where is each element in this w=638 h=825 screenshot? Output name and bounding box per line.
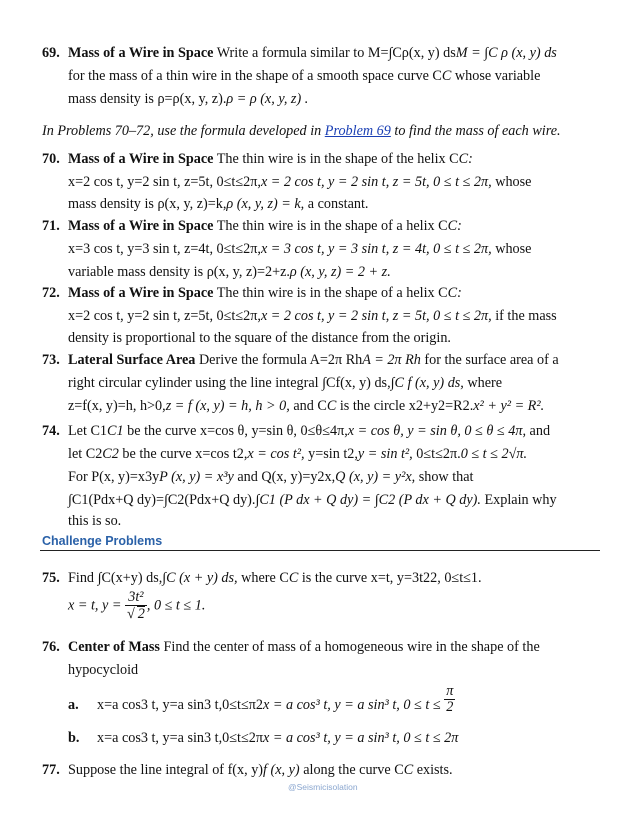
problem-text: and <box>526 423 551 439</box>
problem-text: x=a cos3 t, y=a sin3 t,0≤t≤2π <box>97 730 264 746</box>
problem-text: mass density is ρ=ρ(x, y, z). <box>68 91 227 107</box>
problem-71-line-1 <box>68 214 462 238</box>
problem-75-line-2 <box>68 590 205 622</box>
math-formula: C1 <box>107 423 124 439</box>
math-formula: ∫C (x + y) ds, <box>162 570 238 586</box>
problem-70-line-3 <box>68 192 368 216</box>
problem-70-line-1 <box>68 147 473 171</box>
problem-75-line-1 <box>68 566 482 590</box>
problem-76-line-2 <box>68 658 138 682</box>
sqrt-radicand: 2 <box>137 606 145 622</box>
problem-title: Mass of a Wire in Space <box>68 285 214 301</box>
problem-69-line-1 <box>68 41 557 65</box>
problem-text: this is so. <box>68 513 122 529</box>
problem-text: whose <box>491 174 532 190</box>
problem-72-line-3 <box>68 326 451 350</box>
problem-text: ∫C1(Pdx+Q dy)=∫C2(Pdx+Q dy). <box>68 492 256 508</box>
problem-72-line-1 <box>68 281 462 305</box>
problem-76-part-a <box>97 683 455 717</box>
problem-text: be the curve x=cos θ, y=sin θ, 0≤θ≤4π, <box>123 423 348 439</box>
intro-text: In Problems 70–72, use the formula developed in <box>42 123 325 139</box>
problem-text: density is proportional to the square of the distance from the origin. <box>68 330 451 346</box>
math-formula: x² + y² = R². <box>473 398 545 414</box>
math-formula: C <box>441 68 452 84</box>
problem-text: where C <box>237 570 289 586</box>
problem-70-line-2 <box>68 170 531 194</box>
math-formula: Q (x, y) = y²x, <box>335 469 416 485</box>
problem-74-line-1 <box>68 419 550 443</box>
fraction-numerator: 3t² <box>125 590 147 606</box>
math-formula: ρ (x, y, z) = 2 + z. <box>289 264 391 280</box>
problem-title: Lateral Surface Area <box>68 352 196 368</box>
problem-text: for the mass of a thin wire in the shape of a smooth space curve C <box>68 68 442 84</box>
math-formula: C2 <box>102 446 119 462</box>
math-fraction <box>444 684 455 715</box>
problem-71-line-2 <box>68 237 531 261</box>
problem-text: for the surface area of a <box>420 352 559 368</box>
math-formula: C <box>403 762 414 778</box>
problem-text: variable mass density is ρ(x, y, z)=2+z. <box>68 264 290 280</box>
math-formula: P (x, y) = x³y <box>159 469 234 485</box>
problem-72-line-2 <box>68 304 557 328</box>
problem-text: whose variable <box>451 68 541 84</box>
problem-text: Find ∫C(x+y) ds, <box>68 570 163 586</box>
fraction-numerator: π <box>446 683 454 700</box>
problem-text: be the curve x=cos t2, <box>118 446 248 462</box>
section-divider <box>40 550 600 551</box>
intro-text: to find the mass of each wire. <box>390 123 561 139</box>
problem-number: 74. <box>42 423 60 439</box>
math-formula: C: <box>458 151 473 167</box>
math-formula: C: <box>447 285 462 301</box>
problem-text: z=f(x, y)=h, h>0, <box>68 398 166 414</box>
math-formula: x = a cos³ t, y = a sin³ t, 0 ≤ t ≤ <box>263 697 445 713</box>
math-formula: x = t, y = <box>68 597 125 614</box>
problem-number: 69. <box>42 45 60 61</box>
fraction-denominator: √ 2 <box>126 606 145 622</box>
problem-69-line-2 <box>68 64 540 88</box>
math-formula: z = f (x, y) = h, h > 0, <box>165 398 290 414</box>
math-formula: C <box>326 398 337 414</box>
math-formula: x = a cos³ t, y = a sin³ t, 0 ≤ t ≤ 2π <box>263 730 459 746</box>
math-formula: x = 2 cos t, y = 2 sin t, z = 5t, 0 ≤ t ≤ 2π, <box>260 308 492 324</box>
problem-text: exists. <box>413 762 453 778</box>
math-formula: , 0 ≤ t ≤ 1. <box>146 597 206 614</box>
problem-74-line-5 <box>68 509 121 533</box>
problem-text: along the curve C <box>299 762 404 778</box>
problem-number: 76. <box>42 639 60 655</box>
problem-text: if the mass <box>491 308 557 324</box>
problem-text: Find the center of mass of a homogeneous wire in the shape of the <box>159 639 540 655</box>
problem-74-line-2 <box>68 442 527 466</box>
watermark: @Seismicisolation <box>288 782 358 792</box>
problem-text: where <box>463 375 503 391</box>
problem-73-line-1 <box>68 348 559 372</box>
problem-number: 75. <box>42 570 60 586</box>
problem-text: For P(x, y)=x3y <box>68 469 160 485</box>
problem-text: right circular cylinder using the line integral ∫Cf(x, y) ds, <box>68 375 391 391</box>
problem-text: hypocycloid <box>68 662 139 678</box>
problem-text: The thin wire is in the shape of a helix C <box>213 218 448 234</box>
problem-74-line-3 <box>68 465 474 489</box>
problem-73-line-2 <box>68 371 502 395</box>
problem-title: Mass of a Wire in Space <box>68 218 214 234</box>
part-label: a. <box>68 697 79 713</box>
problem-text: x=2 cos t, y=2 sin t, z=5t, 0≤t≤2π, <box>68 308 261 324</box>
math-formula: 0 ≤ t ≤ 2√π. <box>460 446 528 462</box>
part-label: b. <box>68 730 80 746</box>
problem-text: The thin wire is in the shape of a helix C <box>213 285 448 301</box>
problem-74-line-4 <box>68 488 557 512</box>
problem-69-line-3 <box>68 87 308 111</box>
math-formula: ∫C f (x, y) ds, <box>390 375 464 391</box>
math-formula: ρ = ρ (x, y, z) . <box>226 91 309 107</box>
problem-text: is the curve x=t, y=3t22, 0≤t≤1. <box>298 570 482 586</box>
problem-text: show that <box>415 469 474 485</box>
problem-number: 70. <box>42 151 60 167</box>
problem-text: x=3 cos t, y=3 sin t, z=4t, 0≤t≤2π, <box>68 241 261 257</box>
math-formula: x = 2 cos t, y = 2 sin t, z = 5t, 0 ≤ t ≤ 2π, <box>260 174 492 190</box>
problem-text: x=a cos3 t, y=a sin3 t,0≤t≤π2 <box>97 697 264 713</box>
math-formula: f (x, y) <box>263 762 300 778</box>
math-formula: x = cos θ, y = sin θ, 0 ≤ θ ≤ 4π, <box>347 423 526 439</box>
math-fraction <box>125 590 147 622</box>
problem-text: mass density is ρ(x, y, z)=k, <box>68 196 227 212</box>
problem-text: 0≤t≤2π. <box>412 446 461 462</box>
problem-77-line-1 <box>68 758 453 782</box>
problem-text: y=sin t2, <box>304 446 358 462</box>
problem-text: and C <box>289 398 327 414</box>
problem-69-link[interactable]: Problem 69 <box>324 123 391 139</box>
math-formula: A = 2π Rh <box>362 352 421 368</box>
math-formula: ∫C1 (P dx + Q dy) = ∫C2 (P dx + Q dy). <box>255 492 481 508</box>
problem-76-line-1 <box>68 635 540 659</box>
problem-text: x=2 cos t, y=2 sin t, z=5t, 0≤t≤2π, <box>68 174 261 190</box>
math-formula: y = sin t², <box>357 446 413 462</box>
problem-text: and Q(x, y)=y2x, <box>233 469 336 485</box>
problem-title: Center of Mass <box>68 639 160 655</box>
problem-text: let C2 <box>68 446 103 462</box>
problem-number: 72. <box>42 285 60 301</box>
problem-text: a constant. <box>304 196 369 212</box>
section-heading: Challenge Problems <box>42 534 163 548</box>
problem-text: whose <box>491 241 532 257</box>
fraction-denominator: 2 <box>446 699 454 716</box>
math-formula: C <box>288 570 299 586</box>
math-formula: ρ (x, y, z) = k, <box>226 196 305 212</box>
problem-number: 71. <box>42 218 60 234</box>
math-formula: x = cos t², <box>247 446 305 462</box>
problem-text: is the circle x2+y2=R2. <box>336 398 474 414</box>
math-formula: M = ∫C ρ (x, y) ds <box>455 45 557 61</box>
problems-intro <box>42 119 561 143</box>
problem-number: 73. <box>42 352 60 368</box>
problem-text: Let C1 <box>68 423 108 439</box>
math-formula: C: <box>447 218 462 234</box>
problem-title: Mass of a Wire in Space <box>68 45 214 61</box>
problem-text: Explain why <box>480 492 557 508</box>
problem-title: Mass of a Wire in Space <box>68 151 214 167</box>
problem-text: Write a formula similar to M=∫Cρ(x, y) ds <box>213 45 456 61</box>
problem-text: Suppose the line integral of f(x, y) <box>68 762 264 778</box>
problem-number: 77. <box>42 762 60 778</box>
math-formula: x = 3 cos t, y = 3 sin t, z = 4t, 0 ≤ t ≤ 2π, <box>260 241 492 257</box>
problem-73-line-3 <box>68 394 544 418</box>
problem-text: Derive the formula A=2π Rh <box>195 352 363 368</box>
problem-76-part-b <box>97 726 458 750</box>
problem-text: The thin wire is in the shape of the helix C <box>213 151 459 167</box>
